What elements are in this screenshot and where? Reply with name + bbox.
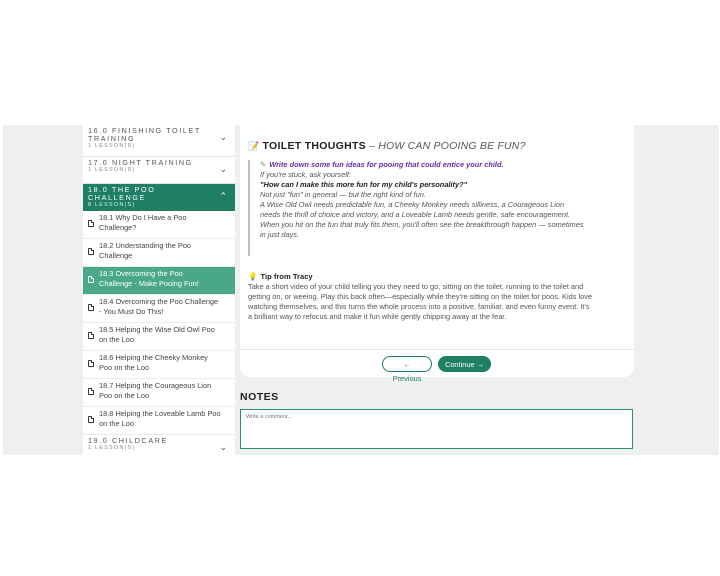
prompt-line (260, 160, 620, 170)
lesson-title-line2: Challenge - Make Pooing Fun! (99, 279, 199, 288)
document-icon (88, 332, 94, 339)
reflection-blockquote (248, 160, 620, 256)
lesson-title-line1: 18.2 Understanding the Poo (99, 241, 192, 250)
chevron-up-icon[interactable]: ⌃ (219, 191, 227, 201)
lesson-title-line1: 18.1 Why Do I Have a Poo (99, 213, 187, 222)
lesson-18-7[interactable] (83, 379, 235, 407)
notes-heading: NOTES (240, 391, 279, 403)
module-lesson-count: 1 LESSON(S) (88, 143, 136, 149)
module-lesson-count: 1 LESSON(S) (88, 445, 136, 451)
module-17[interactable] (83, 157, 235, 184)
lesson-title-line1: 18.6 Helping the Cheeky Monkey (99, 353, 208, 362)
heading-subtitle: – HOW CAN POOING BE FUN? (366, 140, 526, 152)
tip-line: getting on, or weeing. Play this back often—especially while they're sitting on the toilet for poos. Kids love (248, 292, 593, 301)
quote-question: "How can I make this more fun for my child's personality?" (260, 180, 468, 189)
lesson-title-line2: Poo on the Loo (99, 391, 150, 400)
module-title: 19.0 CHILDCARE (88, 436, 168, 445)
lesson-title-line2: on the Loo (99, 419, 134, 428)
module-title: 18.0 THE POO CHALLENGE (88, 185, 156, 202)
document-icon (88, 276, 94, 283)
lesson-title-line1: 18.3 Overcoming the Poo (99, 269, 183, 278)
document-icon (88, 220, 94, 227)
quote-line: A Wise Old Owl needs predictable fun, a Cheeky Monkey needs silliness, a Courageous Lion (260, 200, 565, 209)
quote-line: needs the thrill of choice and victory, and a Loveable Lamb needs gentle, safe encouragement. (260, 210, 571, 219)
lesson-title-line1: 18.4 Overcoming the Poo Challenge (99, 297, 219, 306)
notepad-icon: 📝 (248, 141, 260, 151)
chevron-down-icon[interactable]: ⌄ (219, 132, 227, 142)
quote-line: Not just "fun" in general — but the right kind of fun. (260, 190, 426, 199)
module-lesson-count: 1 LESSON(S) (88, 167, 136, 173)
divider (240, 349, 634, 350)
lesson-title-line2: Poo on the Loo (99, 363, 150, 372)
lesson-title-line1: 18.8 Helping the Loveable Lamb Poo (99, 409, 221, 418)
tip-line: Take a short video of your child telling you they need to go, sitting on the toilet, running to the toilet and (248, 282, 584, 291)
tip-line: watching themselves, and this turns the whole process into a positive, familiar, and even funny event. It's (248, 302, 590, 311)
quote-line: When you hit on the fun that truly fits them, you'll often see the breakthrough happen — sometimes (260, 220, 584, 229)
module-lesson-count: 8 LESSON(S) (88, 202, 136, 208)
module-19[interactable] (83, 435, 235, 455)
module-16[interactable] (83, 125, 235, 157)
heading-title: TOILET THOUGHTS (262, 140, 366, 152)
tip-body (248, 282, 633, 322)
lesson-title-line2: Challenge (99, 251, 133, 260)
lesson-title-line2: - You Must Do This! (99, 307, 164, 316)
lesson-18-2[interactable] (83, 239, 235, 267)
lesson-content-card (240, 125, 634, 383)
document-icon (88, 248, 94, 255)
document-icon (88, 304, 94, 311)
lesson-18-6[interactable] (83, 351, 235, 379)
pencil-icon: ✎ (260, 160, 267, 169)
previous-button[interactable]: ← Previous (382, 356, 432, 372)
quote-line: If you're stuck, ask yourself: (260, 170, 351, 179)
course-sidebar (83, 125, 235, 455)
chevron-down-icon[interactable]: ⌄ (219, 164, 227, 174)
section-heading (248, 140, 526, 152)
tip-line: a brilliant way to refocus and make it fun while gently chipping away at the fear. (248, 312, 507, 321)
lesson-18-3[interactable] (83, 267, 235, 295)
tip-title-text: Tip from Tracy (260, 272, 313, 281)
quote-line: in just days. (260, 230, 300, 239)
module-title: 16.0 FINISHING TOILET TRAINING (88, 126, 201, 143)
tip-title (248, 272, 313, 281)
chevron-down-icon[interactable]: ⌄ (219, 442, 227, 452)
lesson-18-5[interactable] (83, 323, 235, 351)
lightbulb-icon: 💡 (248, 272, 258, 281)
lesson-title-line2: on the Loo (99, 335, 134, 344)
lesson-title-line2: Challenge? (99, 223, 137, 232)
document-icon (88, 388, 94, 395)
lesson-title-line1: 18.5 Helping the Wise Old Owl Poo (99, 325, 215, 334)
lesson-18-8[interactable] (83, 407, 235, 435)
comment-input[interactable] (240, 409, 633, 449)
continue-button[interactable]: Continue → (438, 356, 491, 372)
document-icon (88, 416, 94, 423)
document-icon (88, 360, 94, 367)
writing-prompt: Write down some fun ideas for pooing that could entice your child. (269, 160, 504, 169)
course-frame (3, 125, 719, 455)
module-18[interactable] (83, 184, 235, 211)
lesson-18-1[interactable] (83, 211, 235, 239)
module-title: 17.0 NIGHT TRAINING (88, 158, 193, 167)
lesson-18-4[interactable] (83, 295, 235, 323)
lesson-title-line1: 18.7 Helping the Courageous Lion (99, 381, 212, 390)
